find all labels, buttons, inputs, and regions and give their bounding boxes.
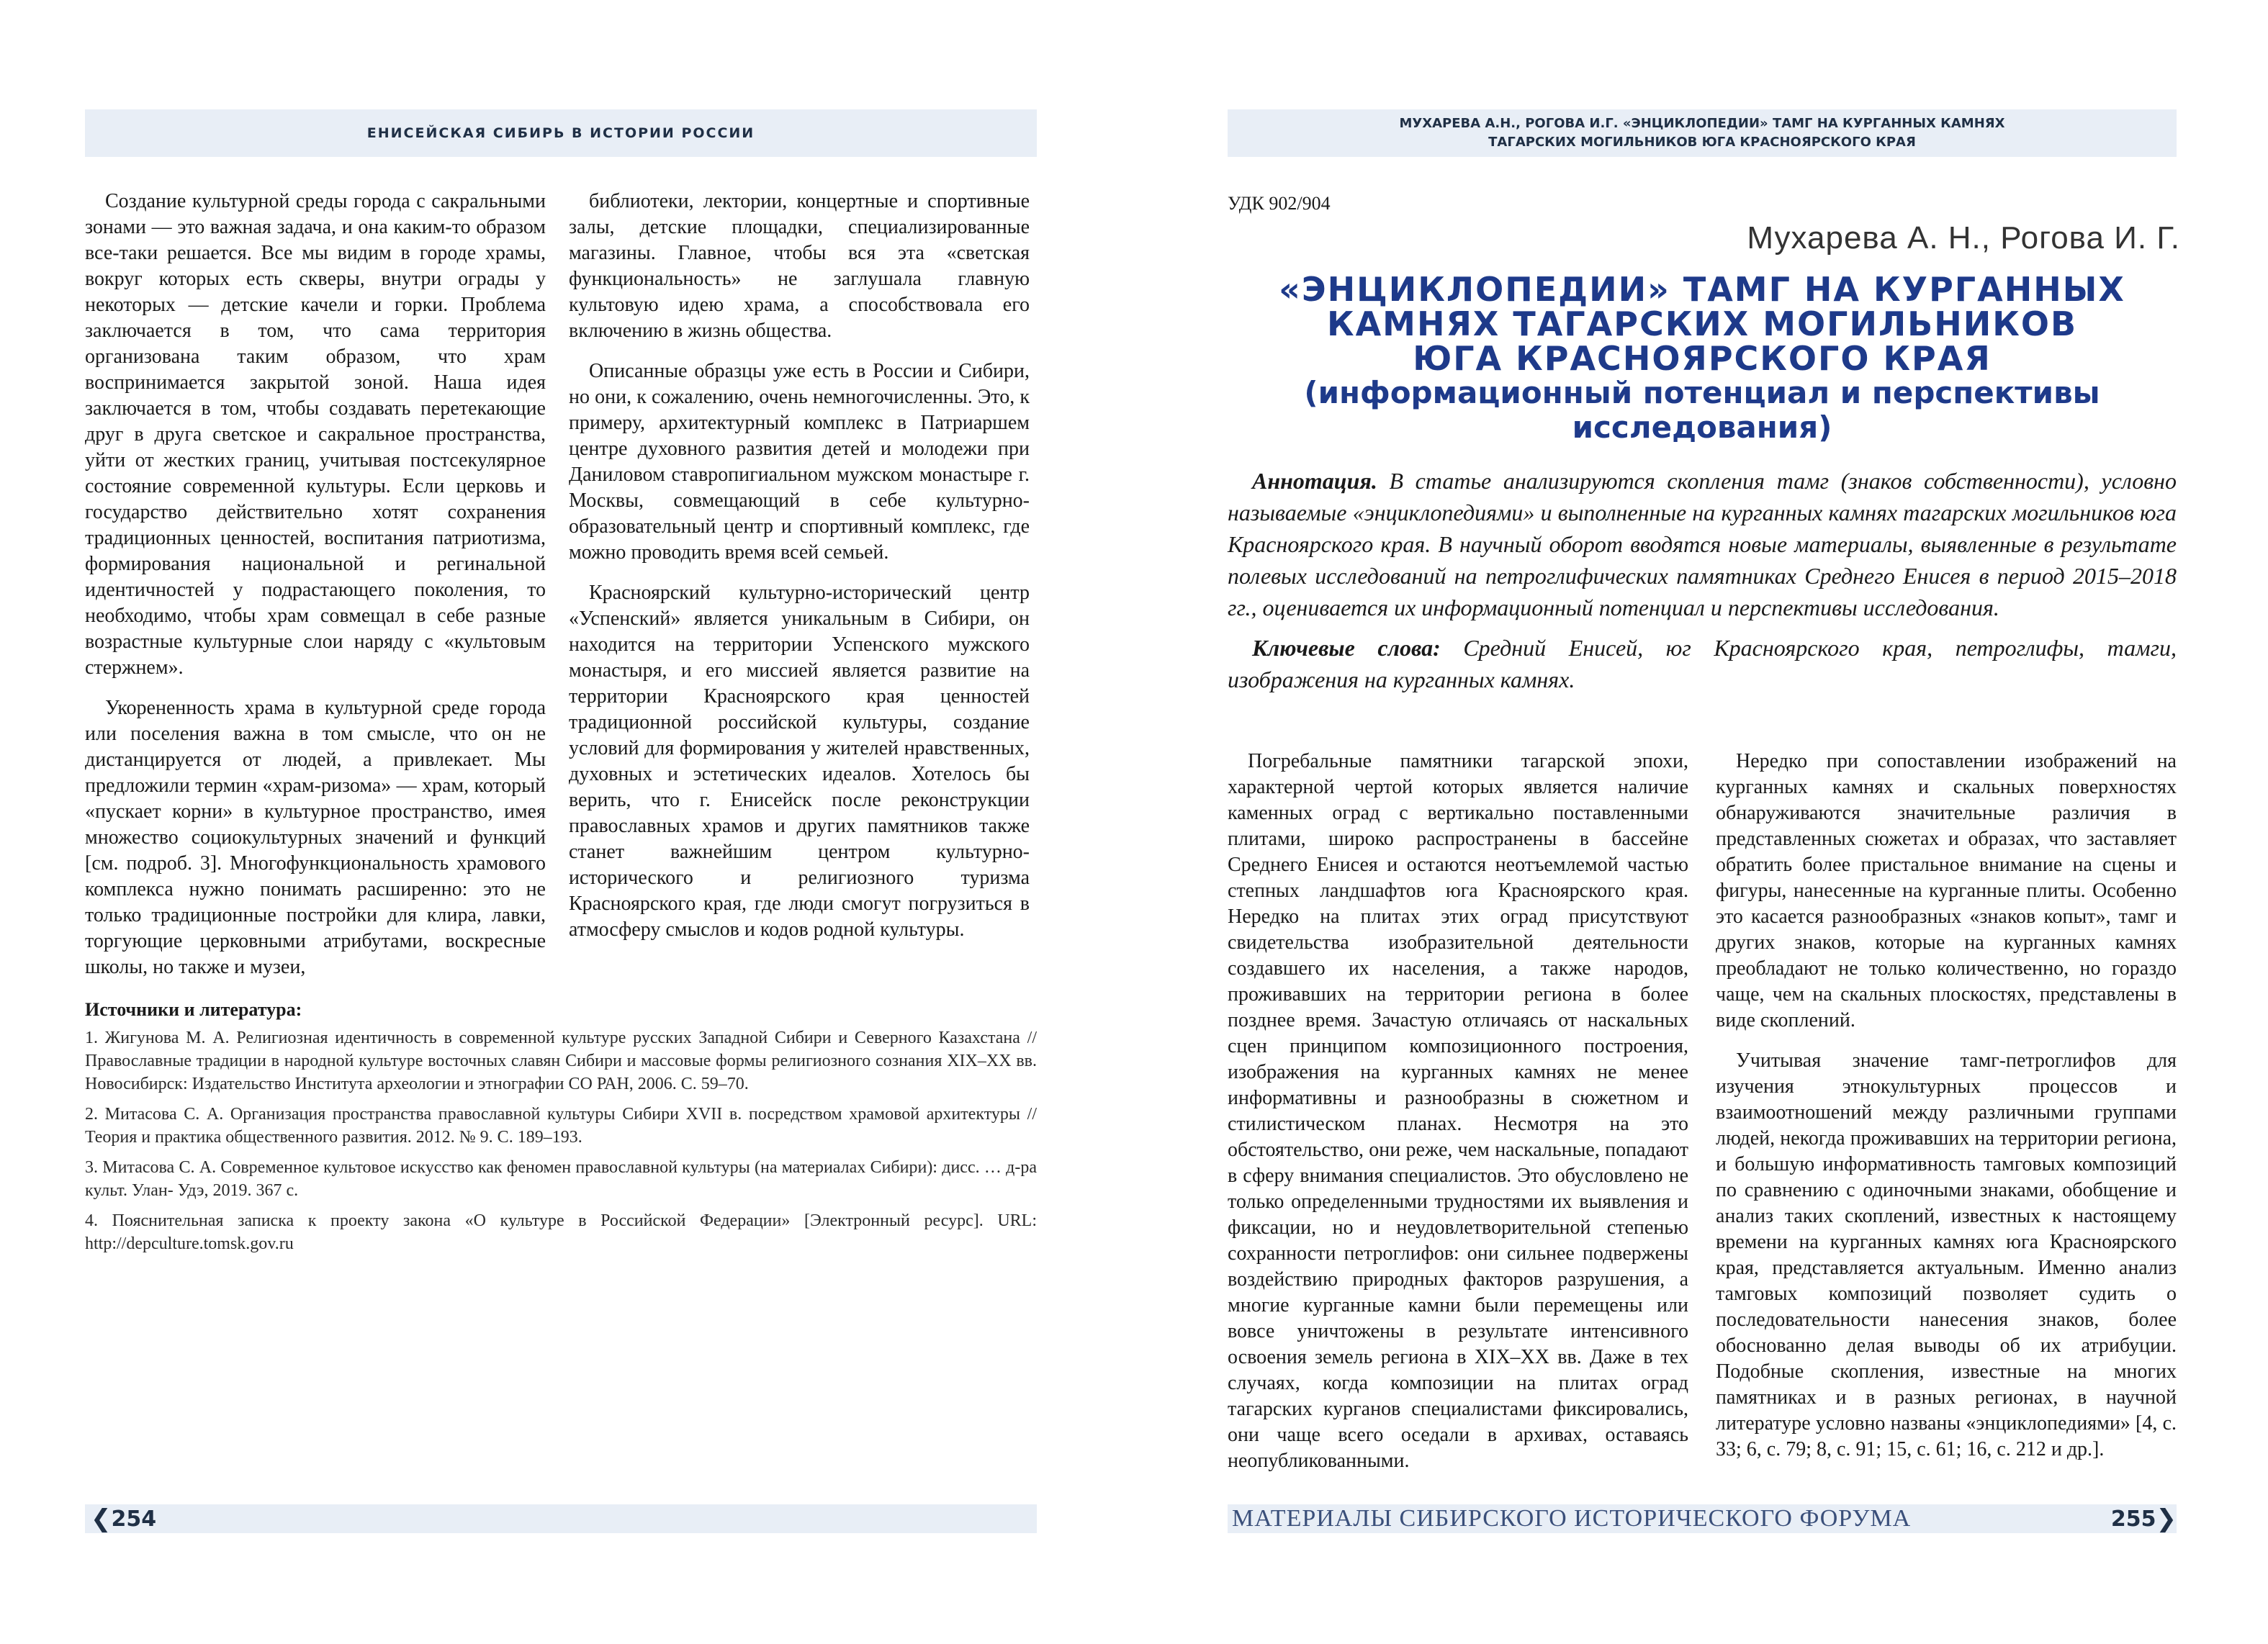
article-title bbox=[1228, 272, 2177, 445]
paragraph: Красноярский культурно-исторический центр «Успенский» является уникальным в Сибири, он находится на территории Успенского мужского монастыря, и его миссией является развитие на территории Красноярского края ценностей традиционной российской культуры, создание условий для формирования у жителей нравственных, духовных и эстетических идеалов. Хотелось бы верить, что г. Енисейск после реконструкции православных храмов и других памятников также станет важнейшим центром культурно-исторического и религиозного туризма Красноярского края, где люди смогут погрузиться в атмосферу смыслов и кодов родной культуры. bbox=[569, 582, 1030, 941]
subtitle-line: (информационный потенциал и перспективы bbox=[1304, 375, 2100, 410]
references-section bbox=[85, 998, 1037, 1263]
title-line: ЮГА КРАСНОЯРСКОГО КРАЯ bbox=[1413, 339, 1992, 378]
paragraph: Укорененность храма в культурной среде города или поселения важна в том смысле, что он не дистанцируется от людей, а привлекает. Мы предложили термин «храм-ризома» — храм, который «пускает корни» в культурное пространство, имея множество социокультурных значений и функций [см. подроб. 3]. Многофункциональность храмового комплекса нужно понимать расширенно: это не только традиционные постройки для клира, лавки, торгующие церковными атрибутами, воскресные школы, но также и музеи, bbox=[85, 697, 546, 978]
right-page bbox=[1134, 0, 2268, 1644]
running-header-text: ЕНИСЕЙСКАЯ СИБИРЬ В ИСТОРИИ РОССИИ bbox=[366, 125, 755, 141]
journal-title: МАТЕРИАЛЫ СИБИРСКОГО ИСТОРИЧЕСКОГО ФОРУМА bbox=[1232, 1505, 1912, 1532]
page-number bbox=[2111, 1505, 2177, 1532]
paragraph: Нередко при сопоставлении изображений на курганных камнях и скальных поверхностях обнаруживаются значительные различия в представленных сюжетах и образах, что заставляет обратить более пристальное внимание на сцены и фигуры, нанесенные на курганные плиты. Особенно это касается разнообразных «знаков копыт», тамг и других знаков, которые на курганных камнях преобладают не только количественно, но гораздо чаще, чем на скальных плоскостях, представлены в виде скоплений. bbox=[1716, 750, 2177, 1031]
paragraph: Погребальные памятники тагарской эпохи, характерной чертой которых является наличие каменных оград с вертикально поставленными плитами, широко распространены в бассейне Среднего Енисея и остаются неотъемлемой частью степных ландшафтов юга Красноярского края. Нередко на плитах этих оград присутствуют свидетельства изобразительной деятельности создавшего их населения, а также народов, проживавших на территории региона в более позднее время. Зачастую отличаясь от наскальных сцен принципом композиционного построения, изображения на курганных камнях не менее информативны и разнообразны в сюжетном и стилистическом планах. Несмотря на это обстоятельство, они реже, чем наскальные, попадают в сферу внимания специалистов. Это обусловлено не только определенными трудностями их выявления и фиксации, но и неудовлетворительной степенью сохранности петроглифов: они сильнее подвержены воздействию природных факторов разрушения, а многие курганные камни были перемещены или вовсе уничтожены в результате интенсивного освоения земель региона в XIX–XX вв. Даже в тех случаях, когда композиции на плитах оград тагарских курганов специалистами фиксировались, они чаще всего оседали в архивах, оставаясь неопубликованными. bbox=[1228, 750, 1688, 1472]
text-column-2 bbox=[1716, 749, 2177, 1477]
article-authors: Мухарева А. Н., Рогова И. Г. bbox=[1747, 220, 2180, 256]
chevron-right-icon: ❯ bbox=[2156, 1504, 2177, 1533]
text-column-1 bbox=[85, 189, 546, 995]
text-column-2 bbox=[569, 189, 1030, 957]
keywords-label: Ключевые слова: bbox=[1252, 635, 1441, 661]
reference-item: 2. Митасова С. А. Организация пространства православной культуры Сибири XVII в. посредством храмовой архитектуры // Теория и практика общественного развития. 2012. № 9. С. 189–193. bbox=[85, 1105, 1037, 1147]
chevron-left-icon: ❮ bbox=[91, 1504, 112, 1533]
abstract bbox=[1228, 465, 2177, 623]
udk-code: УДК 902/904 bbox=[1228, 193, 1331, 214]
page-number-text: 254 bbox=[111, 1506, 157, 1532]
paragraph: Описанные образцы уже есть в России и Сибири, но они, к сожалению, очень немногочисленны. Это, к примеру, архитектурный комплекс в Патриаршем центре духовного развития детей и молодежи при Даниловом ставропигиальном мужском монастыре г. Москвы, совмещающий в себе культурно-образовательный центр и спортивный комплекс, где можно проводить время всей семьей. bbox=[569, 360, 1030, 564]
text-column-1 bbox=[1228, 749, 1688, 1489]
paragraph: Учитывая значение тамг-петроглифов для изучения этнокультурных процессов и взаимоотношений между различными группами людей, некогда проживавших на территории региона, и большую информативность тамговых композиций по сравнению с одиночными знаками, обобщение и анализ таких скоплений, известных к настоящему времени на курганных камнях юга Красноярского края, представляется актуальным. Именно анализ тамговых композиций позволяет судить о последовательности нанесения знаков, более обоснованно делая выводы об их атрибуции. Подобные скопления, известные на многих памятниках и в разных регионах, в научной литературе условно названы «энциклопедиями» [4, с. 33; 6, с. 79; 8, с. 91; 15, с. 61; 16, с. 212 и др.]. bbox=[1716, 1049, 2177, 1460]
page-number-text: 255 bbox=[2110, 1506, 2156, 1532]
abstract-text: В статье анализируются скопления тамг (знаков собственности), условно называемые «энциклопедиями» и выполненные на курганных камнях тагарских могильников юга Красноярского края. В научный оборот вводятся новые материалы, выявленные в результате полевых исследований на петроглифических памятниках Среднего Енисея в период 2015–2018 гг., оценивается их информационный потенциал и перспективы исследования. bbox=[1228, 468, 2177, 620]
reference-item: 1. Жигунова М. А. Религиозная идентичность в современной культуре русских Западной Сибири и Северного Казахстана // Православные традиции в народной культуре восточных славян Сибири и массовые формы религиозного сознания XIX–XX вв. Новосибирск: Издательство Института археологии и этнографии СО РАН, 2006. С. 59–70. bbox=[85, 1029, 1037, 1093]
running-header bbox=[85, 109, 1037, 157]
footer-bar bbox=[85, 1504, 1037, 1533]
running-header bbox=[1228, 109, 2177, 157]
abstract-label: Аннотация. bbox=[1252, 468, 1377, 494]
keywords-text: Средний Енисей, юг Красноярского края, петроглифы, тамги, изображения на курганных камнях. bbox=[1228, 635, 2177, 692]
running-header-line: МУХАРЕВА А.Н., РОГОВА И.Г. «ЭНЦИКЛОПЕДИИ» ТАМГ НА КУРГАННЫХ КАМНЯХ bbox=[1399, 116, 2005, 131]
footer-bar bbox=[1228, 1504, 2177, 1533]
running-header-line: ТАГАРСКИХ МОГИЛЬНИКОВ ЮГА КРАСНОЯРСКОГО КРАЯ bbox=[1488, 135, 1916, 150]
abstract-block bbox=[1228, 465, 2177, 704]
keywords bbox=[1228, 632, 2177, 695]
paragraph: Создание культурной среды города с сакральными зонами — это важная задача, и она каким-то образом все-таки решается. Все мы видим в городе храмы, вокруг которых есть скверы, внутри ограды у некоторых — детские качели и горки. Проблема заключается в том, что сама территория организована таким образом, что храм воспринимается закрытой зоной. Наша идея заключается в том, чтобы создавать перетекающие друг в друга светское и сакральное пространства, уйти от жестких границ, учитывая постсекулярное состояние современной культуры. Если церковь и государство действительно хотят сохранения традиционных ценностей, воспитания патриотизма, формирования национальной и регинальной идентичностей у подрастающего поколения, то необходимо, чтобы храм совмещал в себе разные возрастные культурные слои наряду с «культовым стержнем». bbox=[85, 190, 546, 679]
reference-item: 3. Митасова С. А. Современное культовое искусство как феномен православной культуры (на материалах Сибири): дисс. … д-ра культ. Улан- Удэ, 2019. 367 с. bbox=[85, 1158, 1037, 1200]
subtitle-line: исследования) bbox=[1572, 410, 1832, 445]
references-title: Источники и литература: bbox=[85, 999, 302, 1020]
paragraph: библиотеки, лектории, концертные и спортивные залы, детские площадки, специализированные магазины. Главное, чтобы вся эта «светская функциональность» не заглушала главную культовую идею храма, а способствовала его включению в жизнь общества. bbox=[569, 190, 1030, 342]
page-number bbox=[91, 1505, 156, 1532]
title-line: «ЭНЦИКЛОПЕДИИ» ТАМГ НА КУРГАННЫХ bbox=[1279, 270, 2125, 309]
title-line: КАМНЯХ ТАГАРСКИХ МОГИЛЬНИКОВ bbox=[1326, 304, 2078, 343]
reference-item: 4. Пояснительная записка к проекту закона «О культуре в Российской Федерации» [Электронный ресурс]. URL: http://depculture.tomsk.gov.ru bbox=[85, 1211, 1037, 1253]
